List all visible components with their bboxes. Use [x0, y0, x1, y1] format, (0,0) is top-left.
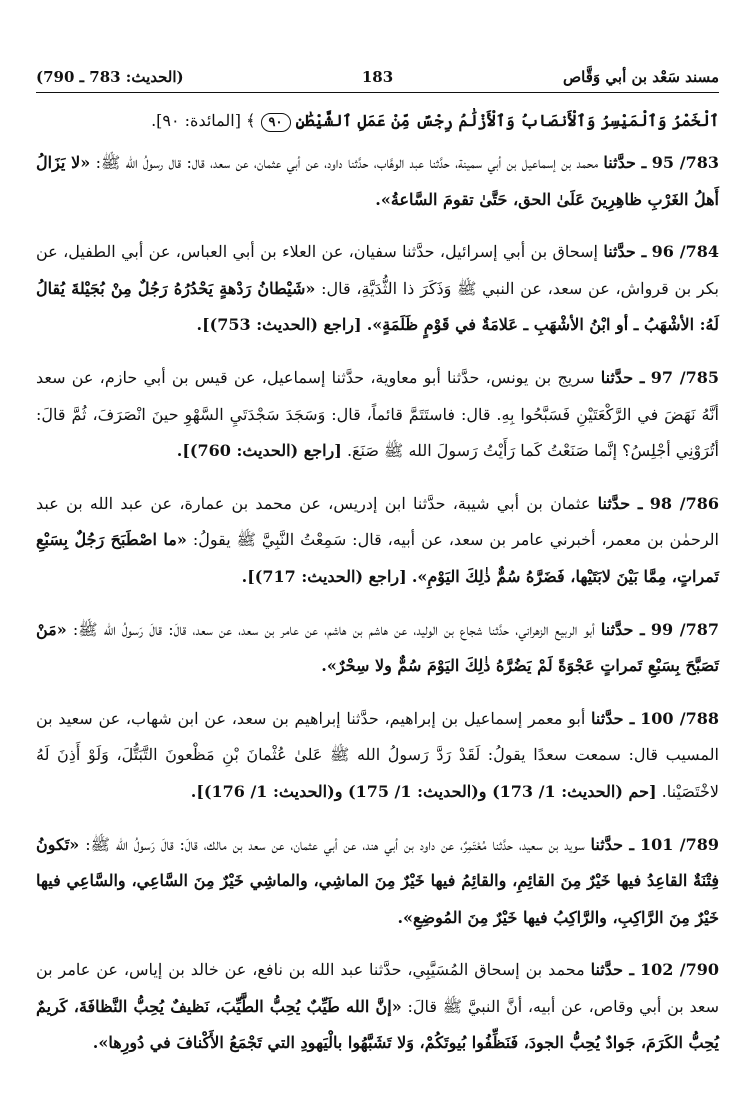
hadith-range: (الحديث: 783 ـ 790) — [36, 68, 184, 86]
hadith-number: 784/ 96 — [651, 242, 720, 262]
surah-reference: ﴾ [المائدة: ٩٠]. — [151, 111, 256, 130]
hadith-matn: «مَنْ تَصَبَّحَ بِسَبْعِ تَمراتٍ عَجْوَةً لَمْ يَضُرَّهُ ذٰلِكَ اليَوْمَ سُمٌّ ولا سِحْرٌ». — [36, 619, 719, 676]
transmission-word: ـ حدَّثنا — [597, 493, 643, 513]
transmission-word: ـ حدَّثنا — [603, 242, 647, 262]
hadith-isnad: أبو الربيع الزهراني، حدَّثنا شجاع بن الوليد، عن هاشم بن هاشم، عن عامر بن سعد، عن سعد، قالَ: قالَ رَسولُ الله ﷺ: — [72, 619, 595, 639]
verse-number-ornament: ٩٠ — [261, 113, 291, 132]
transmission-word: ـ حدَّثنا — [600, 619, 645, 639]
hadith-entry — [36, 701, 719, 811]
hadith-isnad: سويد بن سعيد، حدَّثنا مُعْتَمِرٌ، عن داود بن أبي هند، عن أبي عثمان، عن سعد بن مالك، قالَ: قالَ رَسولُ الله ﷺ: — [85, 834, 585, 854]
hadith-number: 785/ 97 — [650, 367, 719, 387]
page-number: 183 — [361, 68, 394, 86]
hadith-matn: «إنَّ الله طَيِّبٌ يُحِبُّ الطَّيِّبَ، نَظيفٌ يُحِبُّ النَّظافَةَ، كَريمٌ يُحِبُّ الكَرَمَ، جَوادٌ يُحِبُّ الجودَ، فَنَظِّفُوا بُيوتَكُمْ، وَلا تَشَبَّهُوا بالْيَهودِ التي تَجْمَعُ الأَكْنافَ في دُورِها». — [36, 996, 719, 1053]
running-header — [36, 62, 719, 93]
hadith-isnad: محمد بن إسحاق المُسَيَّبِي، حدَّثنا عبد الله بن نافع، عن خالد بن إياس، عن عامر بن سعد بن أبي وقاص، عن أبيه، أنَّ النبيَّ ﷺ قالَ: — [36, 960, 719, 1016]
transmission-word: ـ حدَّثنا — [603, 153, 647, 172]
hadith-number: 789/ 101 — [639, 834, 720, 854]
transmission-word: ـ حدَّثنا — [591, 708, 635, 728]
hadith-number: 790/ 102 — [639, 960, 720, 980]
hadith-reference: [راجع (الحديث: 753)]. — [196, 315, 362, 335]
hadith-reference: [راجع (الحديث: 717)]. — [241, 566, 407, 586]
hadith-number: 783/ 95 — [651, 153, 720, 172]
hadith-isnad: إسحاق بن أبي إسرائيل، حدَّثنا سفيان، عن العلاء بن أبي العباس، عن أبي الطفيل، عن بكر بن قرواش، عن سعد، عن النبي ﷺ وَذَكَرَ ذا الثُّدَيَّةِ، قال: — [36, 242, 720, 298]
page-content — [36, 103, 719, 1062]
hadith-entry — [36, 145, 719, 218]
quran-verse-line — [36, 103, 719, 139]
hadith-entry — [36, 827, 719, 937]
hadith-reference: [حم (الحديث: 1/ 173) و(الحديث: 1/ 175) و(الحديث: 1/ 176)]. — [190, 781, 657, 801]
hadith-entry — [36, 486, 719, 596]
hadith-matn: «شَيْطانُ رَدْهةٍ يَحْدُرُهُ رَجُلٌ مِنْ بُجَيْلةَ يُقالُ لَهُ: الأشْهَبُ ـ أو ابْنُ الأشْهَبِ ـ عَلامَةٌ في قَوْمٍ ظَلَمَةٍ». — [36, 278, 719, 335]
transmission-word: ـ حدَّثنا — [600, 367, 645, 387]
hadith-isnad: سريج بن يونس، حدَّثنا أبو معاوية، حدَّثنا إسماعيل، عن قيس بن أبي حازم، عن سعد أنَّهُ نَهَضَ في الرَّكْعَتَيْنِ فَسَبَّحُوا بِهِ. قال: فاستَتَمَّ قائماً، قال: وَسَجَدَ سَجْدَتَيِ السَّهْوِ حينَ انْصَرَفَ، ثُمَّ قالَ: أتُرَوْنِي أجْلِسُ؟ إنَّما صَنَعْتُ كَما رَأَيْتُ رَسولَ الله ﷺ صَنَعَ. — [36, 367, 719, 461]
transmission-word: ـ حدَّثنا — [590, 960, 635, 980]
hadith-entry — [36, 952, 719, 1062]
hadith-isnad: أبو معمر إسماعيل بن إبراهيم، حدَّثنا إبراهيم بن سعد، عن ابن شهاب، عن سعيد بن المسيب قال: سمعت سعدًا يقولُ: لَقَدْ رَدَّ رَسولُ الله ﷺ عَلىٰ عُثْمانَ بْنِ مَظْعونَ التَّبَتُّلَ، وَلَوْ أَذِنَ لَهُ لاخْتَصَيْنا. — [36, 708, 720, 801]
hadith-matn: «تَكونُ فِتْنَةٌ القاعِدُ فيها خَيْرٌ مِنَ القائِمِ، والقائِمُ فيها خَيْرٌ مِنَ الماشِي، والماشِي خَيْرٌ مِنَ السَّاعِي، والسَّاعِي فيها خَيْرٌ مِنَ الرَّاكِبِ، والرَّاكِبُ فيها خَيْرٌ مِنَ المُوضِعِ». — [36, 834, 719, 927]
transmission-word: ـ حدَّثنا — [590, 834, 635, 854]
hadith-isnad: عثمان بن أبي شيبة، حدَّثنا ابن إدريس، عن محمد بن عمارة، عن عبد الله بن عبد الرحمٰن بن معمر، أخبرني عامر بن سعد، عن أبيه، قال: سَمِعْتُ النَّبِيَّ ﷺ يقولُ: — [36, 493, 719, 550]
book-title: مسند سَعْد بن أبي وَقَّاص — [563, 68, 719, 86]
hadith-matn: «ما اصْطَبَحَ رَجُلٌ بِسَبْعِ تَمراتٍ، مِمَّا بَيْنَ لابَتَيْها، فَضَرَّهُ سُمٌّ ذٰلِكَ اليَوْمِ». — [36, 530, 719, 586]
hadith-number: 787/ 99 — [650, 619, 719, 639]
hadith-entry — [36, 612, 719, 685]
hadith-number: 786/ 98 — [649, 493, 720, 513]
hadith-entry — [36, 360, 719, 470]
quran-verse: ٱلْخَمْرُ وَٱلْمَيْسِرُ وَٱلْأَنصَابُ وَٱلْأَزْلَٰمُ رِجْسٌ مِّنْ عَمَلِ ٱلشَّيْطَٰنِ — [295, 111, 719, 130]
hadith-reference: [راجع (الحديث: 760)]. — [176, 441, 342, 461]
hadith-entry — [36, 234, 719, 344]
hadith-isnad: محمد بن إسماعيل بن أبي سمينة، حدَّثنا عبد الوهَّاب، حدَّثنا داود، عن أبي عثمان، عن سعد، قال: قال رسولُ الله ﷺ: — [95, 153, 599, 172]
hadith-matn: «لا يَزَالُ أَهلُ الغَرْبِ ظاهِرِينَ عَلَىٰ الحق، حَتَّىٰ تقومَ السَّاعةُ». — [36, 153, 719, 209]
hadith-number: 788/ 100 — [640, 708, 719, 728]
